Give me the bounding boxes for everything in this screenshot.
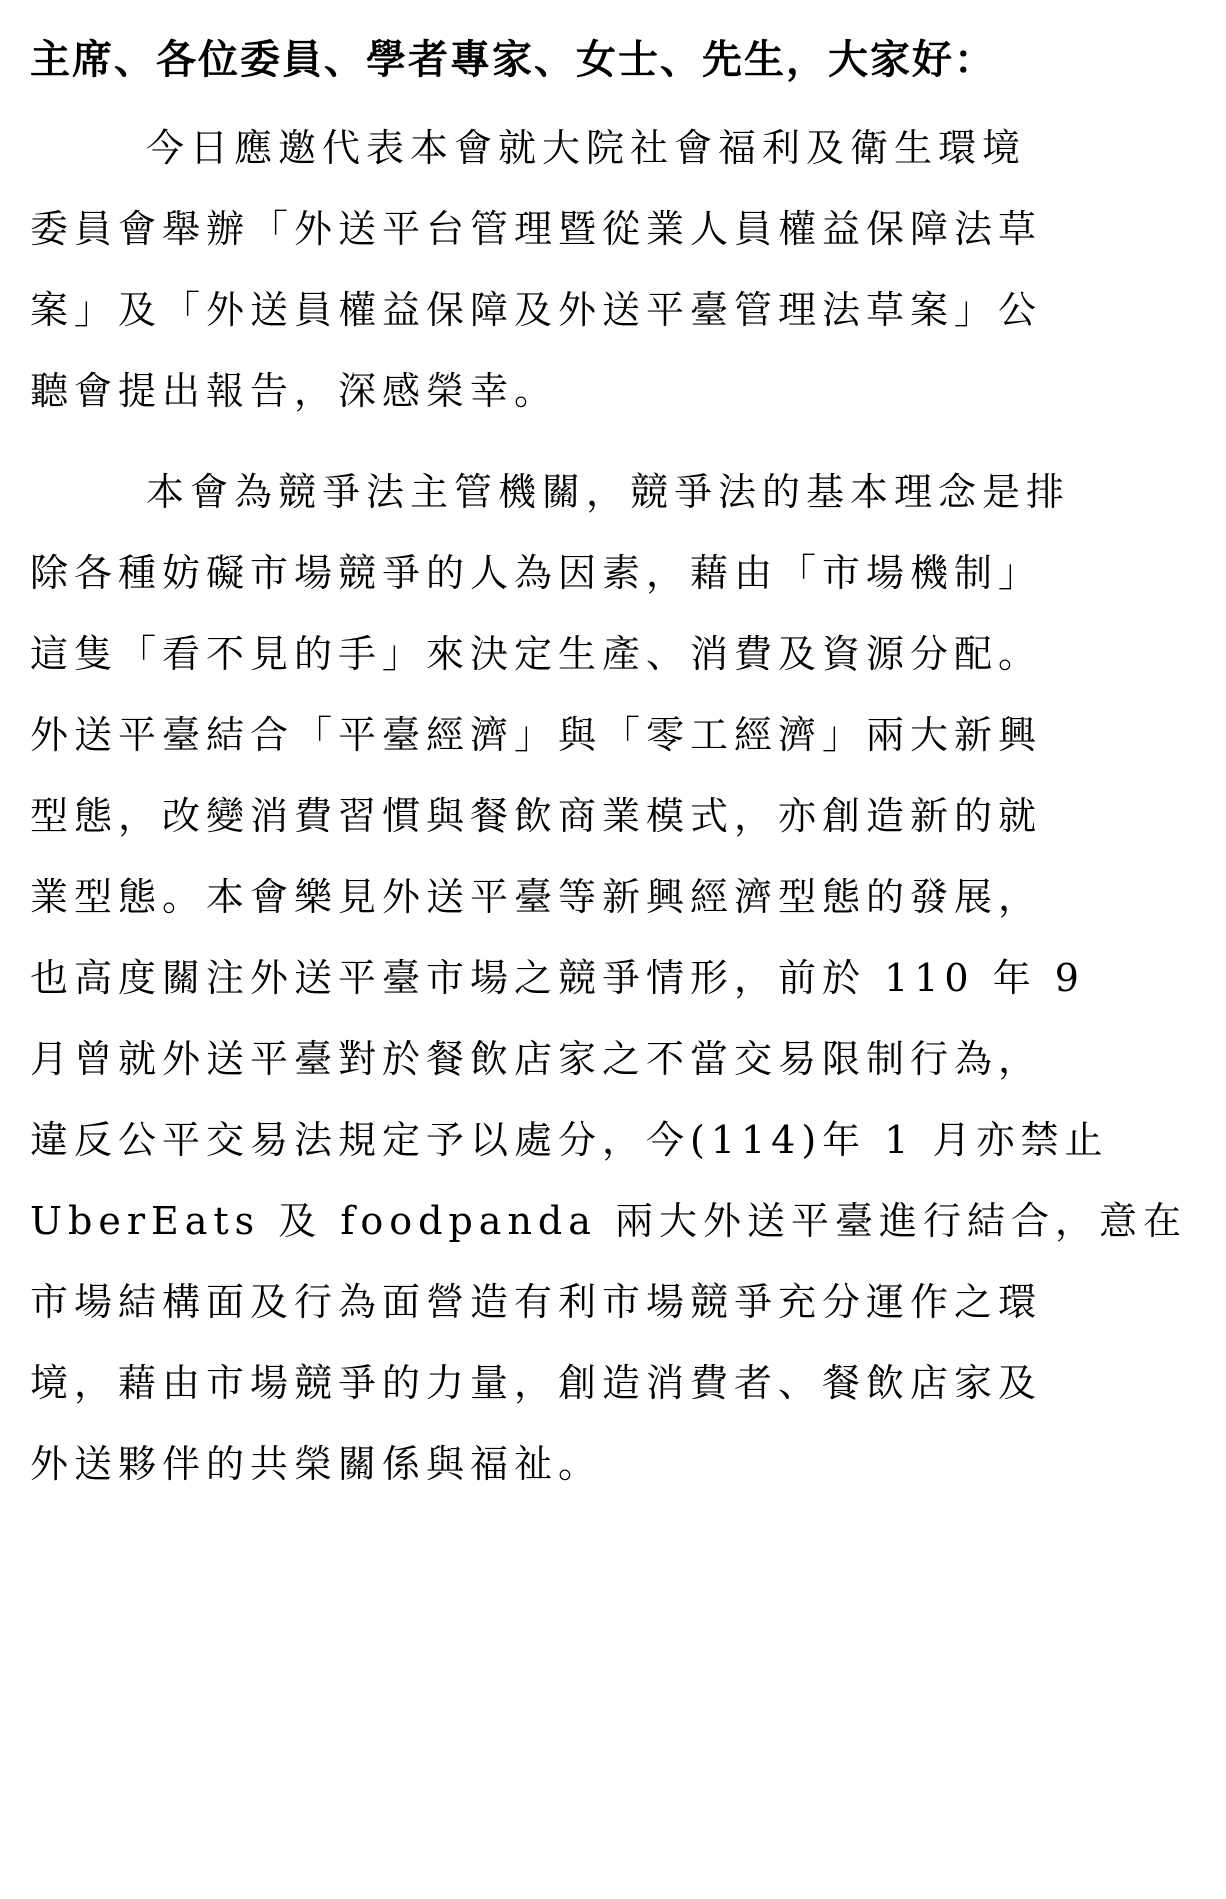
greeting-line: 主席、各位委員、學者專家、女士、先生，大家好： bbox=[30, 36, 996, 83]
paragraph-2-line-10: UberEats 及 foodpanda 兩大外送平臺進行結合，意在 bbox=[30, 1199, 1187, 1243]
paragraph-2-line-2: 除各種妨礙市場競爭的人為因素，藉由「市場機制」 bbox=[30, 551, 1043, 595]
paragraph-2-line-3: 這隻「看不見的手」來決定生產、消費及資源分配。 bbox=[30, 632, 1043, 676]
paragraph-2-line-11: 市場結構面及行為面營造有利市場競爭充分運作之環 bbox=[30, 1280, 1043, 1324]
paragraph-1-line-3: 案」及「外送員權益保障及外送平臺管理法草案」公 bbox=[30, 288, 1043, 332]
paragraph-1-line-2: 委員會舉辦「外送平台管理暨從業人員權益保障法草 bbox=[30, 207, 1043, 251]
paragraph-1-line-1: 今日應邀代表本會就大院社會福利及衛生環境 bbox=[146, 126, 1027, 170]
paragraph-2-line-9: 違反公平交易法規定予以處分，今(114)年 1 月亦禁止 bbox=[30, 1118, 1109, 1162]
paragraph-2-line-7: 也高度關注外送平臺市場之競爭情形，前於 110 年 9 bbox=[30, 956, 1085, 1000]
paragraph-2-line-1: 本會為競爭法主管機關，競爭法的基本理念是排 bbox=[146, 470, 1071, 514]
paragraph-2-line-12: 境，藉由市場競爭的力量，創造消費者、餐飲店家及 bbox=[30, 1361, 1043, 1405]
paragraph-2-line-4: 外送平臺結合「平臺經濟」與「零工經濟」兩大新興 bbox=[30, 713, 1043, 757]
paragraph-1-line-4: 聽會提出報告，深感榮幸。 bbox=[30, 369, 559, 413]
paragraph-2-line-13: 外送夥伴的共榮關係與福祉。 bbox=[30, 1442, 603, 1486]
paragraph-2-line-5: 型態，改變消費習慣與餐飲商業模式，亦創造新的就 bbox=[30, 794, 1043, 838]
paragraph-2-line-6: 業型態。本會樂見外送平臺等新興經濟型態的發展， bbox=[30, 875, 1043, 919]
paragraph-2-line-8: 月曾就外送平臺對於餐飲店家之不當交易限制行為， bbox=[30, 1037, 1043, 1081]
